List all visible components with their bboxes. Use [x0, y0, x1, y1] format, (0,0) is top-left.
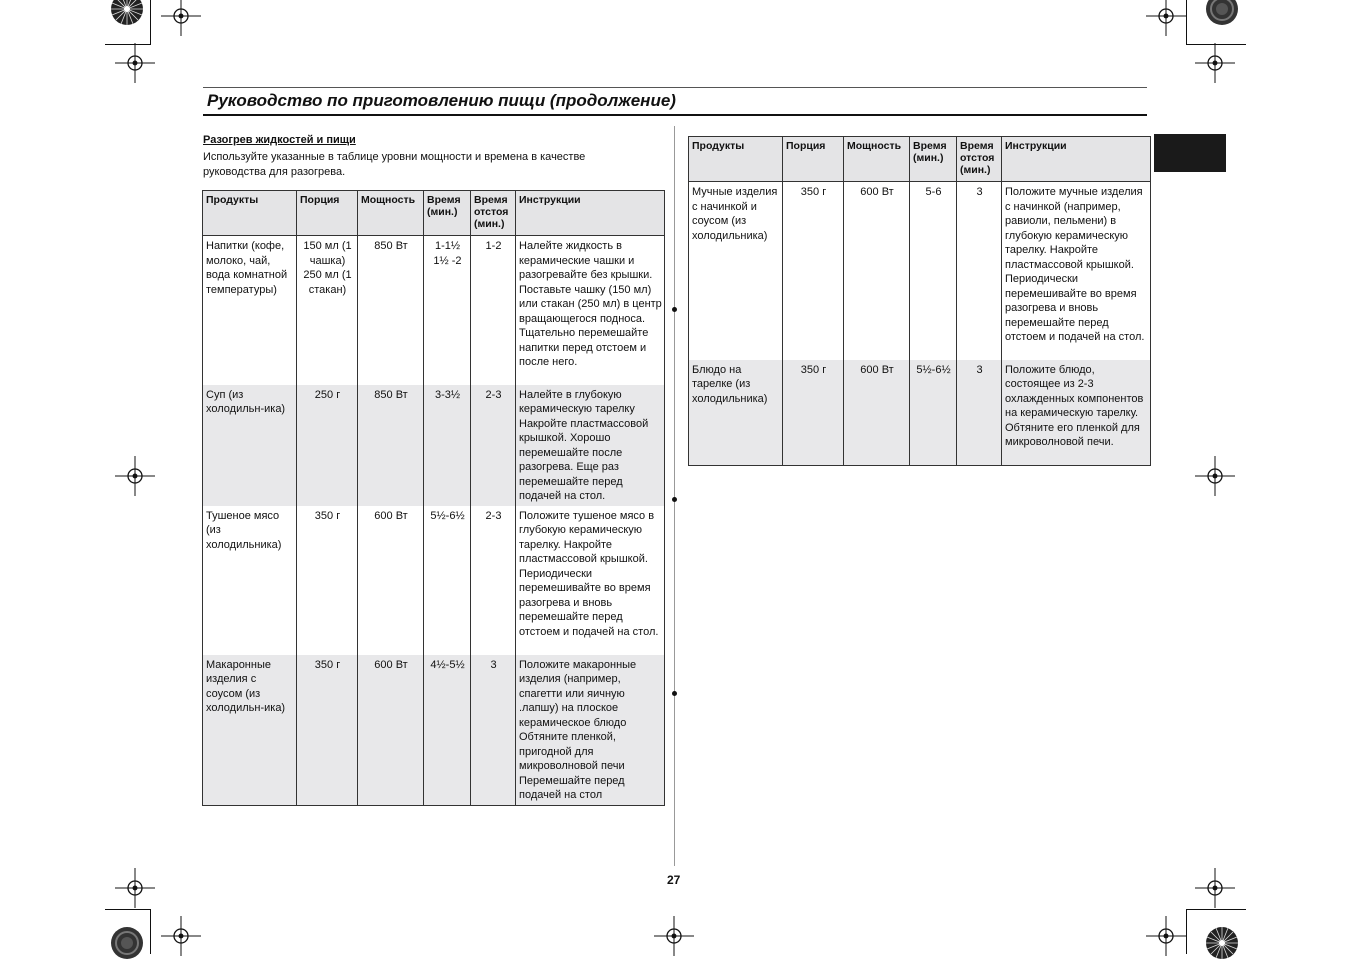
- registration-mark-icon: [115, 43, 155, 83]
- col-header-time: Время (мин.): [424, 191, 471, 236]
- cell-portion: 350 г: [297, 506, 358, 655]
- table-row: [689, 182, 1151, 360]
- crop-mark: [105, 909, 151, 910]
- cell-standing: 2-3: [471, 506, 516, 655]
- col-header-products: Продукты: [689, 137, 783, 182]
- binding-dot: [672, 497, 677, 502]
- cell-time: 1-1½ 1½ -2: [424, 236, 471, 385]
- color-rosette-icon: [110, 0, 144, 26]
- col-header-power: Мощность: [844, 137, 910, 182]
- col-header-products: Продукты: [203, 191, 297, 236]
- cell-portion: 350 г: [783, 182, 844, 360]
- cell-instructions: Положите блюдо, состоящее из 2-3 охлажденных компонентов на керамическую тарелку. Обтяните его пленкой для микроволновой печи.: [1002, 360, 1151, 466]
- col-header-portion: Порция: [783, 137, 844, 182]
- cell-time: 5½-6½: [910, 360, 957, 466]
- cell-instructions: Положите тушеное мясо в глубокую керамическую тарелку. Накройте пластмассовой крышкой. Периодически перемешивайте во время разогрева и вновь перемешайте перед отстоем и подачей на стол.: [516, 506, 665, 655]
- cell-instructions: Положите макаронные изделия (например, спагетти или яичную .лапшу) на плоское керамическое блюдо Обтяните пленкой, пригодной для микроволновой печи Перемешайте перед подачей на стол: [516, 655, 665, 806]
- registration-mark-icon: [1146, 916, 1186, 956]
- registration-mark-icon: [161, 0, 201, 36]
- cell-portion: 350 г: [783, 360, 844, 466]
- registration-mark-icon: [1195, 868, 1235, 908]
- crop-mark: [1186, 44, 1246, 45]
- cell-time: 5-6: [910, 182, 957, 360]
- table-row: [203, 506, 665, 655]
- cell-portion: 250 г: [297, 385, 358, 506]
- col-header-instructions: Инструкции: [516, 191, 665, 236]
- cell-power: 600 Вт: [844, 182, 910, 360]
- cell-power: 600 Вт: [358, 506, 424, 655]
- registration-mark-icon: [161, 916, 201, 956]
- cell-portion: 150 мл (1 чашка) 250 мл (1 стакан): [297, 236, 358, 385]
- cell-power: 600 Вт: [358, 655, 424, 806]
- cell-time: 4½-5½: [424, 655, 471, 806]
- crop-mark: [150, 0, 151, 44]
- cell-standing: 3: [471, 655, 516, 806]
- table-row: [203, 655, 665, 806]
- cell-product: Напитки (кофе, молоко, чай, вода комнатной температуры): [203, 236, 297, 385]
- page-title: Руководство по приготовлению пищи (продолжение): [207, 91, 676, 110]
- cell-time: 3-3½: [424, 385, 471, 506]
- crop-mark: [1186, 909, 1246, 910]
- cell-power: 850 Вт: [358, 236, 424, 385]
- cell-product: Суп (из холодильн-ика): [203, 385, 297, 506]
- binding-dot: [672, 307, 677, 312]
- cell-time: 5½-6½: [424, 506, 471, 655]
- registration-mark-icon: [1195, 456, 1235, 496]
- crop-mark: [105, 44, 151, 45]
- center-fold-line: [674, 126, 675, 866]
- title-rule-bottom: [203, 114, 1147, 116]
- table-row: [203, 385, 665, 506]
- color-rosette-icon: [1205, 926, 1239, 960]
- section-heading: Разогрев жидкостей и пищи: [203, 134, 356, 146]
- cell-power: 850 Вт: [358, 385, 424, 506]
- page-number: 27: [667, 873, 681, 887]
- reheat-table-left: [202, 190, 665, 806]
- col-header-time: Время (мин.): [910, 137, 957, 182]
- table-row: [689, 360, 1151, 466]
- col-header-power: Мощность: [358, 191, 424, 236]
- col-header-standing: Время отстоя (мин.): [471, 191, 516, 236]
- title-rule-top: [203, 87, 1147, 88]
- cell-standing: 3: [957, 360, 1002, 466]
- cell-instructions: Налейте в глубокую керамическую тарелку Накройте пластмассовой крышкой. Хорошо перемешайте после разогрева. Еще раз перемешайте перед подачей на стол.: [516, 385, 665, 506]
- cell-product: Макаронные изделия с соусом (из холодильн-ика): [203, 655, 297, 806]
- cell-product: Блюдо на тарелке (из холодильника): [689, 360, 783, 466]
- section-tab-marker: [1154, 134, 1226, 172]
- cell-standing: 1-2: [471, 236, 516, 385]
- cell-standing: 2-3: [471, 385, 516, 506]
- crop-mark: [1186, 910, 1187, 954]
- cell-portion: 350 г: [297, 655, 358, 806]
- crop-mark: [150, 910, 151, 954]
- section-intro: Используйте указанные в таблице уровни мощности и времена в качестве руководства для разогрева.: [203, 151, 586, 178]
- cell-power: 600 Вт: [844, 360, 910, 466]
- color-rosette-icon: [110, 926, 144, 960]
- registration-mark-icon: [115, 456, 155, 496]
- registration-mark-icon: [115, 868, 155, 908]
- table-row: [203, 236, 665, 385]
- cell-instructions: Положите мучные изделия с начинкой (например, равиоли, пельмени) в глубокую керамическую тарелку. Накройте пластмассовой крышкой. Периодически перемешивайте во время разогрева и вновь перемешайте перед отстоем и подачей на стол.: [1002, 182, 1151, 360]
- cell-product: Мучные изделия с начинкой и соусом (из холодильника): [689, 182, 783, 360]
- registration-mark-icon: [654, 916, 694, 956]
- col-header-instructions: Инструкции: [1002, 137, 1151, 182]
- registration-mark-icon: [1195, 43, 1235, 83]
- cell-standing: 3: [957, 182, 1002, 360]
- cell-product: Тушеное мясо (из холодильника): [203, 506, 297, 655]
- reheat-table-right: [688, 136, 1151, 466]
- cell-instructions: Налейте жидкость в керамические чашки и разогревайте без крышки. Поставьте чашку (150 мл) или стакан (250 мл) в центр вращающегося подноса. Тщательно перемешайте напитки перед отстоем и после него.: [516, 236, 665, 385]
- col-header-standing: Время отстоя (мин.): [957, 137, 1002, 182]
- binding-dot: [672, 691, 677, 696]
- crop-mark: [1186, 0, 1187, 44]
- col-header-portion: Порция: [297, 191, 358, 236]
- color-rosette-icon: [1205, 0, 1239, 26]
- registration-mark-icon: [1146, 0, 1186, 36]
